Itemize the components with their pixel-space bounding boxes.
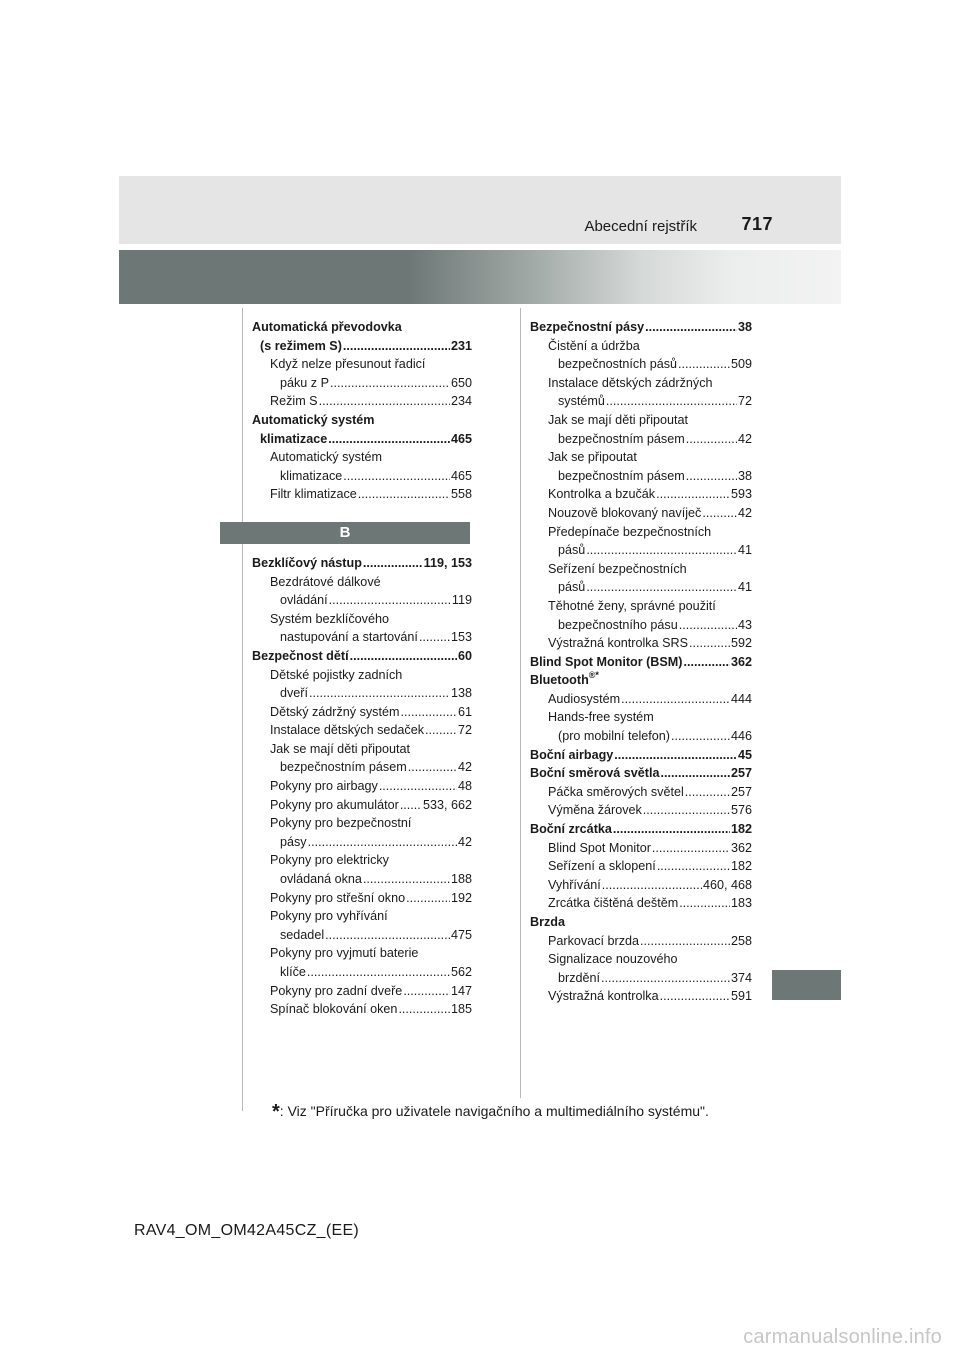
index-entry-term: Filtr klimatizace (270, 487, 357, 502)
index-entry-term: bezpečnostních pásů (558, 357, 678, 372)
dot-leader (325, 926, 450, 945)
index-entry-term: Jak se mají děti připoutat (548, 412, 689, 427)
index-entry-term: Kontrolka a bzučák (548, 487, 656, 502)
index-entry-page[interactable]: 72 (737, 394, 752, 409)
dot-leader (702, 504, 737, 523)
index-entry-page[interactable]: 591 (730, 989, 752, 1004)
dot-leader (403, 982, 450, 1001)
index-entry-term: bezpečnostním pásem (558, 468, 685, 483)
dot-leader (652, 839, 730, 858)
dot-leader (689, 634, 730, 653)
dot-leader (363, 554, 423, 573)
index-entry-page[interactable]: 362 (730, 654, 752, 669)
index-entry (252, 721, 472, 740)
index-entry-term: Bluetooth (530, 673, 589, 688)
index-entry-term: pásy (280, 834, 307, 849)
index-entry-term: Hands-free systém (548, 710, 654, 725)
index-entry-page[interactable]: 48 (457, 779, 472, 794)
index-entry (530, 987, 752, 1006)
index-entry-term: Parkovací brzda (548, 933, 639, 948)
index-entry-term: Páčka směrových světel (548, 784, 684, 799)
index-entry (530, 764, 752, 783)
index-entry-page[interactable]: 509 (730, 357, 752, 372)
index-entry (530, 504, 752, 523)
index-entry-term: Dětský zádržný systém (270, 704, 400, 719)
index-entry (252, 889, 472, 908)
index-entry-term: Systém bezklíčového (270, 611, 389, 626)
dot-leader (419, 628, 450, 647)
dot-leader (657, 857, 730, 876)
index-entry (530, 374, 752, 393)
index-entry-term: Když nelze přesunout řadicí (270, 357, 426, 372)
index-entry-page[interactable]: 138 (450, 686, 472, 701)
index-entry (252, 833, 472, 852)
index-entry (252, 1000, 472, 1019)
index-column-right (530, 318, 752, 1006)
index-group-b-continued (530, 318, 752, 1006)
middle-column-rule (520, 308, 521, 1098)
index-entry (530, 653, 752, 672)
index-entry (530, 950, 752, 969)
index-entry-term: ovládání (280, 593, 328, 608)
index-entry-page[interactable]: 650 (450, 375, 472, 390)
index-entry-term: klíče (280, 965, 306, 979)
index-entry (252, 355, 472, 374)
dot-leader (329, 591, 451, 610)
index-entry-term: Režim S (270, 394, 318, 409)
index-entry-page[interactable]: 182 (730, 822, 752, 837)
index-entry (530, 430, 752, 449)
index-entry (252, 591, 472, 610)
dot-leader (606, 392, 737, 411)
index-entry-page[interactable]: 42 (457, 834, 472, 849)
index-entry (530, 969, 752, 988)
left-column-rule (242, 308, 243, 1111)
index-entry-term: Automatická převodovka (252, 320, 402, 334)
index-entry-page[interactable]: 119 (451, 593, 472, 608)
index-entry-term: Pokyny pro airbagy (270, 779, 378, 794)
index-entry-term: Těhotné ženy, správné použití (548, 598, 716, 613)
index-entry-term: Instalace dětských sedaček (270, 723, 425, 738)
index-entry (530, 597, 752, 616)
index-entry (530, 616, 752, 635)
index-entry (530, 355, 752, 374)
dot-leader (586, 541, 737, 560)
index-entry-term: Pokyny pro zadní dveře (270, 983, 403, 998)
index-entry-page[interactable]: 43 (737, 617, 752, 632)
dot-leader (613, 820, 730, 839)
footnote-text: : Viz "Příručka pro uživatele navigačního a multimediálního systému". (279, 1103, 709, 1119)
index-entry (530, 448, 752, 467)
index-entry (252, 573, 472, 592)
index-entry-term: Zrcátka čištěná deštěm (548, 896, 679, 911)
index-entry-page[interactable]: 533, 662 (422, 797, 472, 812)
index-entry-term: Čistění a údržba (548, 338, 640, 353)
index-entry-page[interactable]: 153 (450, 630, 472, 645)
index-entry-page[interactable]: 231 (450, 338, 472, 353)
index-entry-term: (s režimem S) (260, 338, 342, 353)
dot-leader (406, 889, 450, 908)
dot-leader (686, 467, 737, 486)
index-entry-term: dveří (280, 686, 308, 701)
index-entry-term: Jak se mají děti připoutat (270, 741, 411, 756)
index-entry-term: sedadel (280, 927, 325, 942)
index-entry-page[interactable]: 60 (457, 648, 472, 663)
index-entry-page[interactable]: 188 (450, 872, 472, 887)
index-entry (530, 690, 752, 709)
index-entry-term: bezpečnostním pásem (558, 431, 685, 446)
dot-leader (307, 963, 450, 982)
index-entry-page[interactable]: 562 (450, 965, 472, 979)
dot-leader (656, 485, 730, 504)
dot-leader (343, 467, 450, 486)
index-entry (530, 337, 752, 356)
index-entry-term: Bezpečnostní pásy (530, 320, 645, 334)
index-entry (252, 740, 472, 759)
index-entry-term: Pokyny pro akumulátor (270, 797, 399, 812)
dot-leader (330, 374, 450, 393)
index-entry-term: Dětské pojistky zadních (270, 667, 403, 682)
dot-leader (363, 870, 450, 889)
index-entry (530, 708, 752, 727)
index-entry (530, 541, 752, 560)
index-entry-term: Boční airbagy (530, 747, 614, 762)
index-entry-page[interactable]: 257 (730, 784, 752, 799)
index-entry-term: Audiosystém (548, 691, 621, 706)
dot-leader (343, 337, 450, 356)
index-entry-page[interactable]: 446 (730, 729, 752, 744)
index-entry (530, 857, 752, 876)
index-entry-page[interactable]: 38 (737, 468, 752, 483)
dot-leader (678, 355, 730, 374)
index-entry-term: Pokyny pro bezpečnostní (270, 816, 412, 831)
index-entry-page[interactable]: 42 (457, 760, 472, 775)
index-entry-term: nastupování a startování (280, 630, 418, 645)
index-entry (252, 703, 472, 722)
index-entry-term: Pokyny pro střešní okno (270, 890, 406, 905)
index-entry-term: Pokyny pro elektricky (270, 853, 389, 868)
dot-leader (684, 653, 730, 672)
index-entry-term: pásů (558, 580, 586, 595)
footer-code: RAV4_OM_OM42A45CZ_(EE) (134, 1222, 360, 1239)
index-entry (252, 647, 472, 666)
footnote (272, 1101, 709, 1124)
dot-leader (679, 616, 737, 635)
dot-leader (328, 430, 450, 449)
index-entry (530, 560, 752, 579)
index-entry (252, 392, 472, 411)
index-entry-page[interactable]: 183 (730, 896, 752, 911)
index-entry (252, 610, 472, 629)
index-entry-page[interactable]: 465 (450, 468, 472, 483)
index-entry-term: Instalace dětských zádržných (548, 375, 713, 390)
index-entry (252, 851, 472, 870)
index-entry-term: Brzda (530, 915, 565, 929)
index-entry-page[interactable]: 42 (737, 505, 752, 520)
index-group-a (252, 318, 472, 504)
index-entry-term: Seřízení bezpečnostních (548, 561, 687, 576)
index-entry-page[interactable]: 444 (730, 691, 752, 706)
gradient-bar (119, 250, 841, 304)
index-entry (252, 666, 472, 685)
index-entry-page[interactable]: 475 (450, 927, 472, 942)
index-entry-superscript: ®* (588, 670, 599, 681)
index-entry (530, 876, 752, 895)
index-entry-page[interactable]: 38 (737, 320, 752, 334)
index-entry-term: (pro mobilní telefon) (558, 729, 670, 744)
index-entry-page[interactable]: 374 (730, 970, 752, 985)
index-entry-page[interactable]: 460, 468 (702, 877, 752, 892)
index-entry (530, 839, 752, 858)
index-entry-page[interactable]: 119, 153 (423, 555, 472, 570)
index-entry-term: bezpečnostním pásem (280, 760, 407, 775)
index-entry (530, 820, 752, 839)
dot-leader (686, 430, 737, 449)
dot-leader (661, 764, 730, 783)
footnote-star: * (272, 1101, 280, 1123)
index-entry-term: Bezdrátové dálkové (270, 574, 381, 589)
index-entry (252, 554, 472, 573)
index-entry-term: brzdění (558, 970, 601, 985)
index-entry (530, 634, 752, 653)
index-entry (252, 814, 472, 833)
index-entry (252, 926, 472, 945)
index-entry (252, 448, 472, 467)
index-entry-term: Blind Spot Monitor (BSM) (530, 654, 683, 669)
index-entry-term: systémů (558, 394, 605, 409)
index-entry-page[interactable]: 234 (450, 394, 472, 409)
index-entry (530, 671, 752, 690)
index-entry (530, 727, 752, 746)
index-entry-page[interactable]: 72 (457, 723, 472, 738)
index-letter-band: B (220, 522, 470, 544)
dot-leader (685, 783, 730, 802)
index-entry-term: Bezpečnost dětí (252, 648, 349, 663)
header-band (119, 176, 841, 244)
dot-leader (398, 1000, 450, 1019)
index-entry-page[interactable]: 42 (737, 431, 752, 446)
section-title: Abecední rejstřík (584, 218, 697, 235)
index-entry-term: Boční zrcátka (530, 822, 612, 837)
index-entry (252, 411, 472, 430)
index-entry-page[interactable]: 41 (737, 580, 752, 595)
index-entry-page[interactable]: 41 (737, 543, 752, 558)
index-entry (530, 746, 752, 765)
dot-leader (408, 758, 457, 777)
index-entry (530, 783, 752, 802)
index-entry-page[interactable]: 185 (450, 1002, 472, 1017)
index-entry-page[interactable]: 45 (737, 747, 752, 762)
index-entry-term: Nouzově blokovaný navíječ (548, 505, 702, 520)
dot-leader (400, 703, 457, 722)
index-entry-term: Seřízení a sklopení (548, 859, 656, 874)
index-entry (530, 411, 752, 430)
index-entry-page[interactable]: 362 (730, 840, 752, 855)
index-entry (252, 796, 472, 815)
dot-leader (614, 746, 737, 765)
index-entry-term: Předepínače bezpečnostních (548, 524, 712, 539)
dot-leader (679, 894, 730, 913)
index-entry-term: Pokyny pro vyjmutí baterie (270, 946, 419, 961)
dot-leader (358, 485, 450, 504)
dot-leader (319, 392, 450, 411)
index-entry-term: Automatický systém (270, 450, 382, 465)
index-entry-page[interactable]: 558 (450, 487, 472, 502)
index-entry-term: klimatizace (260, 431, 328, 446)
index-entry (530, 913, 752, 932)
dot-leader (621, 690, 730, 709)
index-entry (252, 628, 472, 647)
index-entry-term: ovládaná okna (280, 872, 362, 887)
index-entry (530, 894, 752, 913)
index-entry (252, 485, 472, 504)
index-entry (252, 870, 472, 889)
dot-leader (671, 727, 730, 746)
dot-leader (601, 969, 730, 988)
index-entry-term: pásů (558, 543, 586, 558)
index-entry-term: Výstražná kontrolka SRS (548, 636, 688, 651)
index-entry-term: Vyhřívání (548, 877, 601, 892)
dot-leader (308, 833, 457, 852)
index-entry-term: Bezklíčový nástup (252, 555, 362, 570)
index-group-b (252, 554, 472, 1019)
index-entry-page[interactable]: 182 (730, 859, 752, 874)
index-entry (530, 523, 752, 542)
chapter-tab[interactable] (772, 970, 841, 1000)
index-entry (252, 374, 472, 393)
index-entry-term: Signalizace nouzového (548, 952, 678, 967)
index-entry (530, 318, 752, 337)
index-entry-term: Jak se připoutat (548, 450, 637, 465)
index-entry (252, 777, 472, 796)
index-entry-term: Výměna žárovek (548, 803, 642, 818)
dot-leader (640, 932, 730, 951)
index-entry (530, 467, 752, 486)
index-column-left (252, 318, 472, 1019)
index-entry (252, 430, 472, 449)
index-entry-page[interactable]: 147 (450, 983, 472, 998)
index-entry (252, 684, 472, 703)
page-number: 717 (741, 214, 773, 234)
index-entry (252, 982, 472, 1001)
index-entry-page[interactable]: 465 (450, 431, 472, 446)
dot-leader (602, 876, 702, 895)
dot-leader (645, 318, 737, 337)
index-entry-term: bezpečnostního pásu (558, 617, 678, 632)
index-entry (530, 801, 752, 820)
dot-leader (400, 796, 422, 815)
dot-leader (350, 647, 457, 666)
dot-leader (660, 987, 730, 1006)
index-entry-page[interactable]: 61 (457, 704, 472, 719)
index-entry-page[interactable]: 192 (450, 890, 472, 905)
index-entry (530, 578, 752, 597)
dot-leader (379, 777, 457, 796)
index-entry (252, 758, 472, 777)
index-entry (530, 485, 752, 504)
index-entry-page[interactable]: 593 (730, 487, 752, 502)
index-entry-term: Spínač blokování oken (270, 1002, 398, 1017)
index-entry-term: Výstražná kontrolka (548, 989, 659, 1004)
index-entry (530, 932, 752, 951)
index-entry (252, 467, 472, 486)
dot-leader (643, 801, 730, 820)
index-entry (252, 944, 472, 963)
index-entry-term: Automatický systém (252, 412, 375, 427)
watermark: carmanualsonline.info (743, 1326, 942, 1348)
index-entry (252, 318, 472, 337)
index-entry-term: Blind Spot Monitor (548, 840, 651, 855)
index-entry-term: páku z P (280, 375, 330, 390)
index-entry-page[interactable]: 576 (730, 803, 752, 818)
index-entry (252, 337, 472, 356)
index-entry (252, 963, 472, 982)
index-entry-page[interactable]: 257 (730, 766, 752, 781)
dot-leader (586, 578, 737, 597)
index-entry-term: Pokyny pro vyhřívání (270, 909, 388, 924)
index-entry-term: klimatizace (280, 468, 343, 483)
index-entry-term: Boční směrová světla (530, 766, 660, 781)
dot-leader (309, 684, 450, 703)
index-entry-page[interactable]: 592 (730, 636, 752, 651)
index-entry (252, 907, 472, 926)
dot-leader (425, 721, 457, 740)
index-entry-page[interactable]: 258 (730, 933, 752, 948)
index-entry (530, 392, 752, 411)
